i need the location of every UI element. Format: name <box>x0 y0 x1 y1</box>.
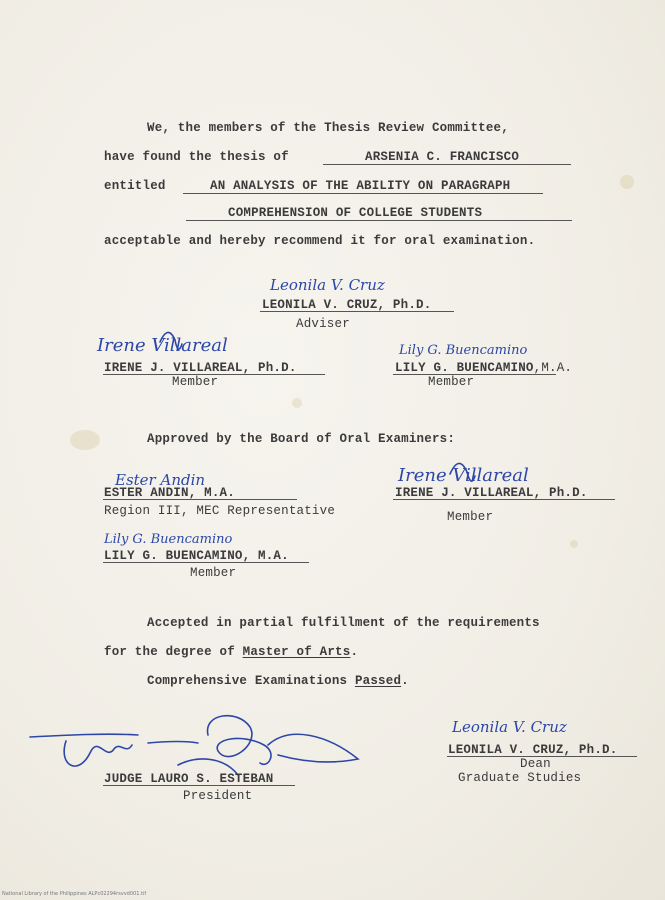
thesis-title-line1: AN ANALYSIS OF THE ABILITY ON PARAGRAPH <box>210 179 511 193</box>
archive-footer: National Library of the Philippines ALPc02294rsvvd001.tif <box>2 891 147 897</box>
exam-result: Passed <box>354 674 402 688</box>
acceptance-line2: for the degree of Master of Arts. <box>104 645 359 659</box>
thesis-title-line2: COMPREHENSION OF COLLEGE STUDENTS <box>228 206 483 220</box>
examiner1-signature: Ester Andin <box>115 471 206 489</box>
paper-stain <box>292 398 302 408</box>
dean-role: Dean <box>520 757 551 771</box>
acceptance-line1: Accepted in partial fulfillment of the requirements <box>147 616 540 630</box>
member1-signature: Irene Villareal <box>97 335 228 356</box>
thesis-author: ARSENIA C. FRANCISCO <box>365 150 520 164</box>
committee-statement-line1: We, the members of the Thesis Review Committee, <box>147 121 509 135</box>
adviser-role: Adviser <box>296 317 350 331</box>
examiner1-name: ESTER ANDIN, M.A. <box>104 486 235 500</box>
president-name: JUDGE LAURO S. ESTEBAN <box>104 772 274 786</box>
examiner3-role: Member <box>190 566 237 580</box>
title-line-1 <box>183 193 543 194</box>
examiner2-signature: Irene Villareal <box>398 465 529 486</box>
comprehensive-exam-line: Comprehensive Examinations Passed. <box>147 674 409 688</box>
entitled-label: entitled <box>104 179 166 193</box>
member2-signature: Lily G. Buencamino <box>399 343 528 358</box>
thesis-of-label: have found the thesis of <box>104 150 289 164</box>
title-line-2 <box>186 220 572 221</box>
paper-stain <box>70 430 100 450</box>
examiner2-role: Member <box>447 510 494 524</box>
examiner3-signature: Lily G. Buencamino <box>104 532 233 547</box>
author-line <box>323 164 571 165</box>
board-heading: Approved by the Board of Oral Examiners: <box>147 432 456 446</box>
paper-stain <box>570 540 578 548</box>
member1-name: IRENE J. VILLAREAL, Ph.D. <box>104 361 297 375</box>
degree-name: Master of Arts <box>242 645 351 659</box>
member2-role: Member <box>428 375 475 389</box>
dean-signature: Leonila V. Cruz <box>452 718 567 736</box>
adviser-name: LEONILA V. CRUZ, Ph.D. <box>262 298 432 312</box>
adviser-signature: Leonila V. Cruz <box>270 276 385 294</box>
recommendation-line: acceptable and hereby recommend it for oral examination. <box>104 234 536 248</box>
examiner3-name: LILY G. BUENCAMINO, M.A. <box>104 549 289 563</box>
paper-stain <box>620 175 634 189</box>
dean-department: Graduate Studies <box>458 771 582 785</box>
examiner2-name: IRENE J. VILLAREAL, Ph.D. <box>395 486 588 500</box>
dean-name: LEONILA V. CRUZ, Ph.D. <box>448 743 618 757</box>
president-role: President <box>183 789 253 803</box>
examiner1-role: Region III, MEC Representative <box>104 504 336 518</box>
member2-name: LILY G. BUENCAMINO,M.A. <box>395 361 573 375</box>
member1-role: Member <box>172 375 219 389</box>
